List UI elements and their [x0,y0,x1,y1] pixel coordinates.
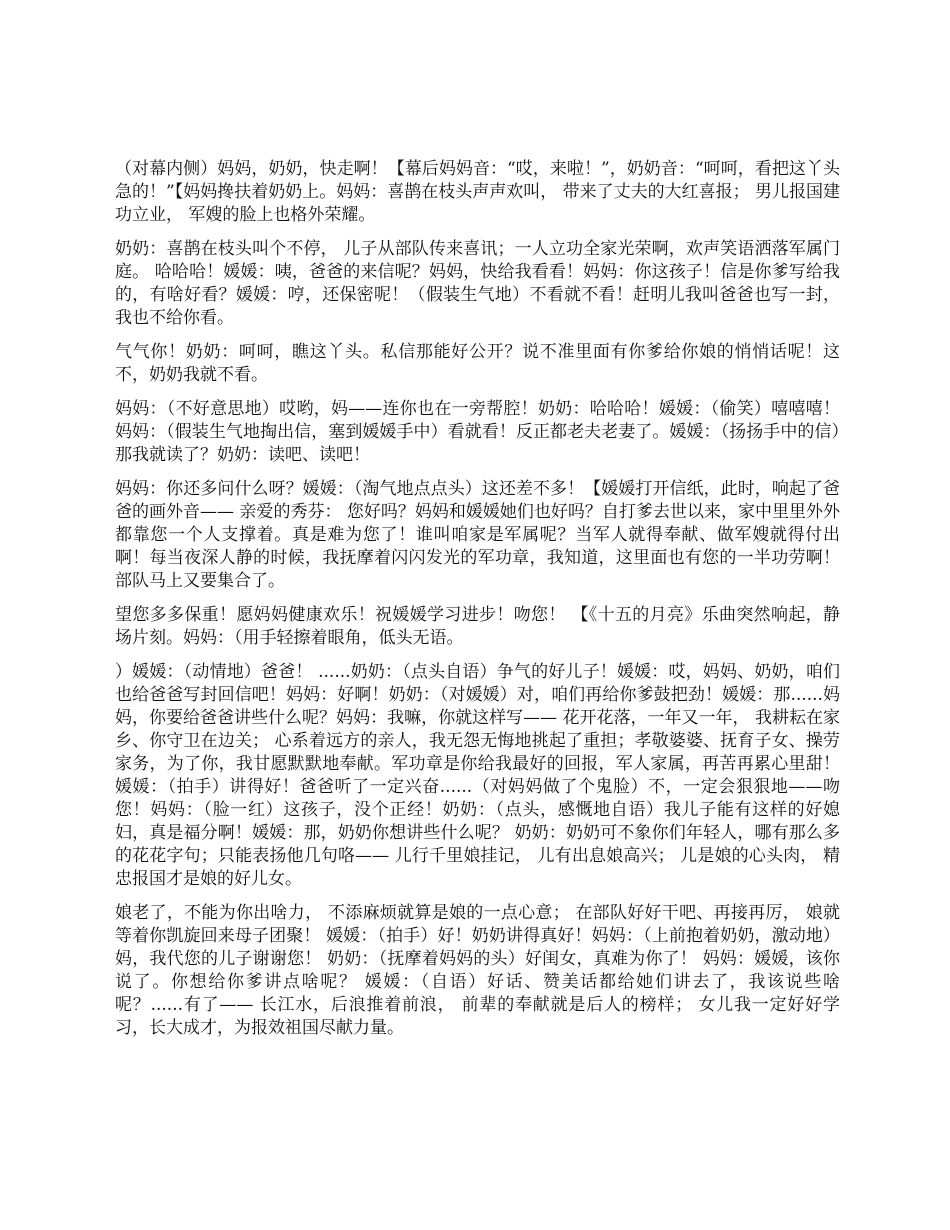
paragraph: （对幕内侧）妈妈，奶奶，快走啊！【幕后妈妈音：“哎，来啦！”，奶奶音：“呵呵，看把这丫头急的！”【妈妈搀扶着奶奶上。妈妈：喜鹊在枝头声声欢叫， 带来了丈夫的大红喜报； 男儿报国建功立业， 军嫂的脸上也格外荣耀。 [115,159,840,225]
paragraph: 气气你！奶奶：呵呵，瞧这丫头。私信那能好公开？说不准里面有你爹给你娘的悄悄话呢！这不，奶奶我就不看。 [115,342,840,385]
paragraph: 奶奶：喜鹊在枝头叫个不停， 儿子从部队传来喜讯；一人立功全家光荣啊，欢声笑语洒落军属门庭。 哈哈哈！媛媛：咦，爸爸的来信呢？妈妈，快给我看看！妈妈：你这孩子！信是你爹写给我的，有啥好看？媛媛：哼，还保密呢！（假装生气地）不看就不看！赶明儿我叫爸爸也写一封，我也不给你看。 [115,239,840,328]
document-page [115,158,840,1051]
paragraph: ）媛媛：（动情地）爸爸！ ......奶奶：（点头自语）争气的好儿子！媛媛：哎，妈妈、奶奶，咱们也给爸爸写封回信吧！妈妈：好啊！奶奶：（对媛媛）对，咱们再给你爹鼓把劲！媛媛：那......妈妈，你要给爸爸讲些什么呢？妈妈：我嘛，你就这样写—— 花开花落，一年又一年， 我耕耘在家乡、你守卫在边关； 心系着远方的亲人，我无怨无悔地挑起了重担；孝敬婆婆、抚育子女、操劳家务，为了你，我甘愿默默地奉献。军功章是你给我最好的回报，军人家属，再苦再累心里甜！ 媛媛：（拍手）讲得好！爸爸听了一定兴奋......（对妈妈做了个鬼脸）不，一定会狠狠地——吻您！妈妈：（脸一红）这孩子，没个正经！奶奶：（点头，感慨地自语）我儿子能有这样的好媳妇，真是福分啊！媛媛：那，奶奶你想讲些什么呢？ 奶奶：奶奶可不象你们年轻人，哪有那么多的花花字句；只能表扬他几句咯—— 儿行千里娘挂记， 儿有出息娘高兴； 儿是娘的心头肉， 精忠报国才是娘的好儿女。 [115,662,840,889]
paragraph: 妈妈：你还多问什么呀？媛媛：（淘气地点点头）这还差不多！【媛媛打开信纸，此时，响起了爸爸的画外音—— 亲爱的秀芬： 您好吗？妈妈和媛媛她们也好吗？自打爹去世以来，家中里里外外都靠您一个人支撑着。真是难为您了！谁叫咱家是军属呢？当军人就得奉献、做军嫂就得付出啊！每当夜深人静的时候，我抚摩着闪闪发光的军功章，我知道，这里面也有您的一半功劳啊！ 部队马上又要集合了。 [115,479,840,591]
paragraph: 望您多多保重！愿妈妈健康欢乐！祝媛媛学习进步！吻您！ 【《十五的月亮》乐曲突然响起，静场片刻。妈妈：（用手轻擦着眼角，低头无语。 [115,605,840,648]
paragraph: 娘老了，不能为你出啥力， 不添麻烦就算是娘的一点心意； 在部队好好干吧、再接再厉， 娘就等着你凯旋回来母子团聚！ 媛媛：（拍手）好！奶奶讲得真好！妈妈：（上前抱着奶奶，激动地）妈，我代您的儿子谢谢您！ 奶奶：（抚摩着妈妈的头）好闺女，真难为你了！ 妈妈：媛媛，该你说了。你想给你爹讲点啥呢？ 媛媛：（自语）好话、赞美话都给她们讲去了，我该说些啥呢？......有了—— 长江水，后浪推着前浪， 前辈的奉献就是后人的榜样； 女儿我一定好好学习，长大成才，为报效祖国尽献力量。 [115,903,840,1038]
paragraph: 妈妈：（不好意思地）哎哟，妈——连你也在一旁帮腔！奶奶：哈哈哈！媛媛：（偷笑）嘻嘻嘻！妈妈：（假装生气地掏出信，塞到媛媛手中）看就看！反正都老夫老妻了。媛媛：（扬扬手中的信）那我就读了？奶奶：读吧、读吧！ [115,399,840,465]
